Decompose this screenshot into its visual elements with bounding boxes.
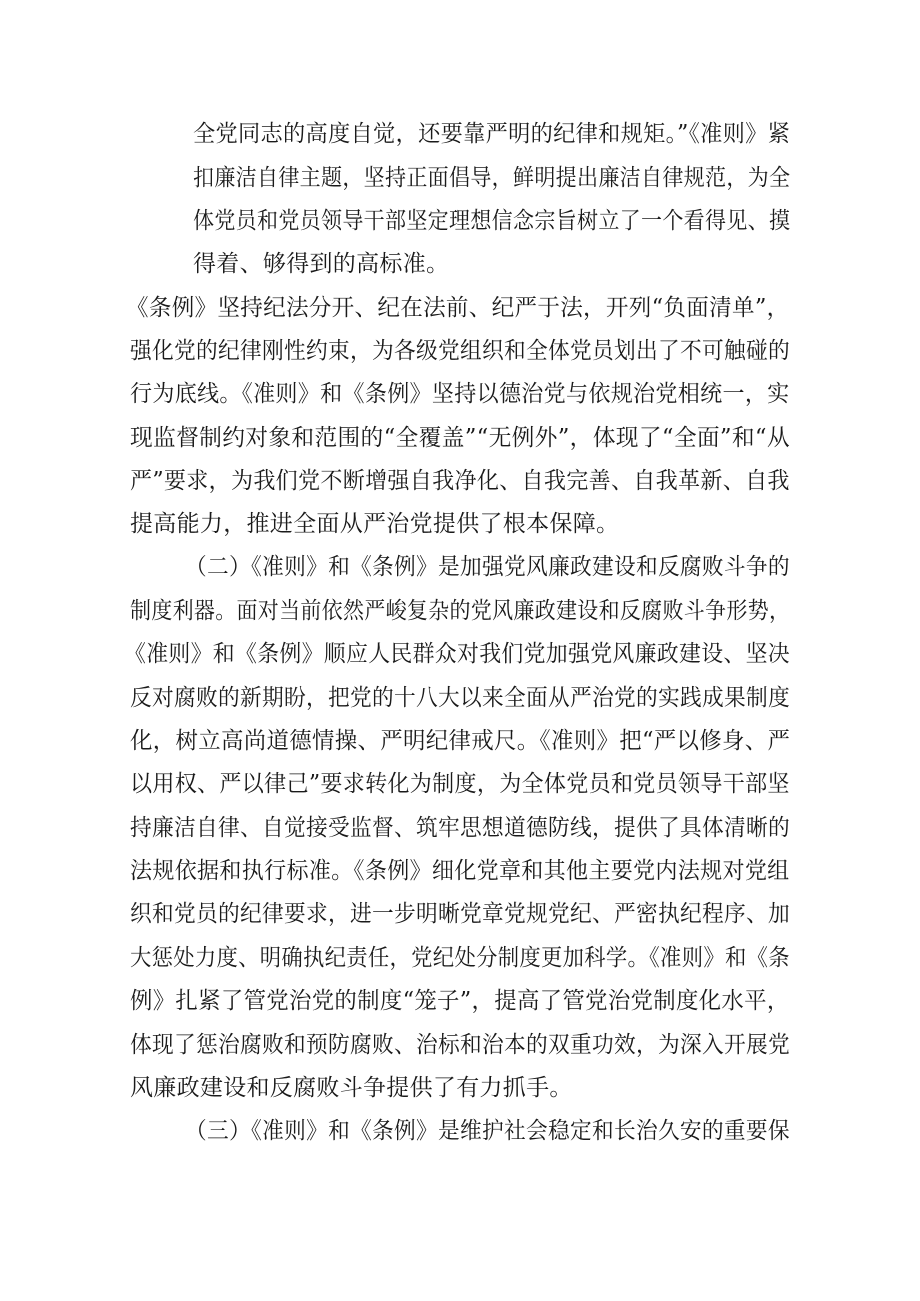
paragraph-3-line-1: （二）《准则》和《条例》是加强党风廉政建设和反腐败斗争的 <box>185 554 790 580</box>
paragraph-2-line-5: 严”要求，为我们党不断增强自我净化、自我完善、自我革新、自我 <box>130 468 790 494</box>
paragraph-3-line-10: 大惩处力度、明确执纪责任，党纪处分制度更加科学。《准则》和《条 <box>130 945 790 971</box>
paragraph-3-line-11: 例》扎紧了管党治党的制度“笼子”，提高了管党治党制度化水平， <box>130 988 790 1014</box>
paragraph-3-line-3: 《准则》和《条例》顺应人民群众对我们党加强党风廉政建设、坚决 <box>124 641 791 667</box>
paragraph-2-line-1: 《条例》坚持纪法分开、纪在法前、纪严于法，开列“负面清单”， <box>126 295 790 321</box>
paragraph-3-line-8: 法规依据和执行标准。《条例》细化党章和其他主要党内法规对党组 <box>130 858 790 884</box>
paragraph-2-line-4: 现监督制约对象和范围的“全覆盖”“无例外”，体现了“全面”和“从 <box>130 425 790 451</box>
paragraph-3-line-7: 持廉洁自律、自觉接受监督、筑牢思想道德防线，提供了具体清晰的 <box>130 815 790 841</box>
paragraph-3-line-6: 以用权、严以律己”要求转化为制度，为全体党员和党员领导干部坚 <box>130 771 790 797</box>
paragraph-3-line-2: 制度利器。面对当前依然严峻复杂的党风廉政建设和反腐败斗争形势， <box>130 598 791 624</box>
paragraph-1-line-3: 体党员和党员领导干部坚定理想信念宗旨树立了一个看得见、摸 <box>193 208 791 234</box>
paragraph-3-line-12: 体现了惩治腐败和预防腐败、治标和治本的双重功效，为深入开展党 <box>130 1032 790 1058</box>
paragraph-3-line-13: 风廉政建设和反腐败斗争提供了有力抓手。 <box>130 1075 573 1101</box>
paragraph-1-line-1: 全党同志的高度自觉，还要靠严明的纪律和规矩。”《准则》紧 <box>193 121 791 147</box>
paragraph-1-line-4: 得着、够得到的高标准。 <box>193 251 450 277</box>
paragraph-2-line-3: 行为底线。《准则》和《条例》坚持以德治党与依规治党相统一，实 <box>130 381 790 407</box>
paragraph-2-line-6: 提高能力，推进全面从严治党提供了根本保障。 <box>130 511 620 537</box>
paragraph-3-line-4: 反对腐败的新期盼，把党的十八大以来全面从严治党的实践成果制度 <box>130 685 790 711</box>
paragraph-2-line-2: 强化党的纪律刚性约束，为各级党组织和全体党员划出了不可触碰的 <box>130 338 790 364</box>
paragraph-1-line-2: 扣廉洁自律主题，坚持正面倡导，鲜明提出廉洁自律规范，为全 <box>193 165 791 191</box>
paragraph-4-line-1: （三）《准则》和《条例》是维护社会稳定和长治久安的重要保 <box>185 1118 790 1144</box>
paragraph-3-line-5: 化，树立高尚道德情操、严明纪律戒尺。《准则》把“严以修身、严 <box>130 728 791 754</box>
paragraph-3-line-9: 织和党员的纪律要求，进一步明晰党章党规党纪、严密执纪程序、加 <box>130 901 790 927</box>
